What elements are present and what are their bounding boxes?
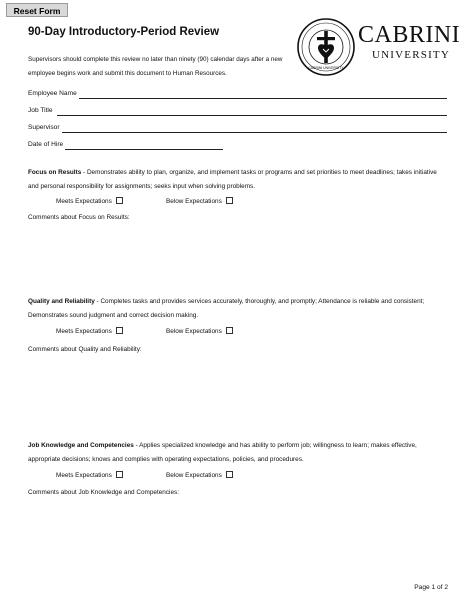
section-heading: Job Knowledge and Competencies bbox=[28, 442, 134, 449]
section-text: - Demonstrates ability to plan, organize, and implement tasks or programs and set priorities to meet deadlines; takes initiative and personal responsibility for assignments; seeks input when solving problems. bbox=[28, 169, 437, 190]
intro-text: Supervisors should complete this review no later than ninety (90) calendar days after a new employee begins work and submit this document to Human Resources. bbox=[28, 56, 283, 77]
job-title-label: Job Title bbox=[28, 107, 53, 114]
quality-reliability-description bbox=[28, 295, 448, 322]
quality-comments-field[interactable] bbox=[28, 356, 448, 432]
page-number: Page 1 of 2 bbox=[414, 584, 448, 591]
date-of-hire-label: Date of Hire bbox=[28, 141, 64, 148]
reset-form-button[interactable]: Reset Form bbox=[6, 3, 68, 17]
checkbox-icon[interactable] bbox=[226, 197, 233, 204]
checkbox-label: Below Expectations bbox=[166, 328, 222, 335]
knowledge-comments-field[interactable] bbox=[28, 499, 448, 575]
focus-comments-label: Comments about Focus on Results: bbox=[28, 214, 130, 221]
cabrini-university-logo bbox=[296, 16, 461, 78]
checkbox-label: Meets Expectations bbox=[56, 328, 112, 335]
section-heading: Focus on Results bbox=[28, 169, 82, 176]
section-heading: Quality and Reliability bbox=[28, 298, 95, 305]
employee-name-field[interactable] bbox=[79, 98, 447, 99]
checkbox-label: Meets Expectations bbox=[56, 198, 112, 205]
checkbox-icon[interactable] bbox=[226, 327, 233, 334]
supervisor-label: Supervisor bbox=[28, 124, 60, 131]
focus-below-expectations-checkbox[interactable] bbox=[166, 197, 233, 205]
checkbox-label: Below Expectations bbox=[166, 198, 222, 205]
job-title-field[interactable] bbox=[57, 115, 447, 116]
knowledge-comments-label: Comments about Job Knowledge and Competencies: bbox=[28, 489, 179, 496]
supervisor-field[interactable] bbox=[62, 132, 447, 133]
knowledge-below-expectations-checkbox[interactable] bbox=[166, 471, 233, 479]
section-text: - Applies specialized knowledge and has ability to perform job; willingness to learn; makes effective, appropriate decisions; knows and complies with operating expectations, policies, and procedures. bbox=[28, 442, 417, 463]
page-title: 90-Day Introductory-Period Review bbox=[28, 26, 220, 38]
checkbox-label: Below Expectations bbox=[166, 472, 222, 479]
checkbox-icon[interactable] bbox=[116, 327, 123, 334]
focus-on-results-description bbox=[28, 166, 448, 193]
section-text: - Completes tasks and provides services accurately, thoroughly, and promptly; Attendance is reliable and consistent; Demonstrates sound judgment and correct decision making. bbox=[28, 298, 425, 319]
employee-name-label: Employee Name bbox=[28, 90, 77, 97]
quality-below-expectations-checkbox[interactable] bbox=[166, 327, 233, 335]
checkbox-label: Meets Expectations bbox=[56, 472, 112, 479]
focus-meets-expectations-checkbox[interactable] bbox=[56, 197, 123, 205]
quality-comments-label: Comments about Quality and Reliability: bbox=[28, 346, 142, 353]
date-of-hire-field[interactable] bbox=[65, 149, 223, 150]
checkbox-icon[interactable] bbox=[116, 471, 123, 478]
knowledge-meets-expectations-checkbox[interactable] bbox=[56, 471, 123, 479]
logo-name-bottom: UNIVERSITY bbox=[372, 49, 450, 61]
job-knowledge-description bbox=[28, 439, 448, 466]
svg-text:CABRINI UNIVERSITY: CABRINI UNIVERSITY bbox=[308, 66, 344, 70]
checkbox-icon[interactable] bbox=[226, 471, 233, 478]
logo-name-top: CABRINI bbox=[358, 22, 461, 48]
checkbox-icon[interactable] bbox=[116, 197, 123, 204]
quality-meets-expectations-checkbox[interactable] bbox=[56, 327, 123, 335]
focus-comments-field[interactable] bbox=[28, 224, 448, 290]
